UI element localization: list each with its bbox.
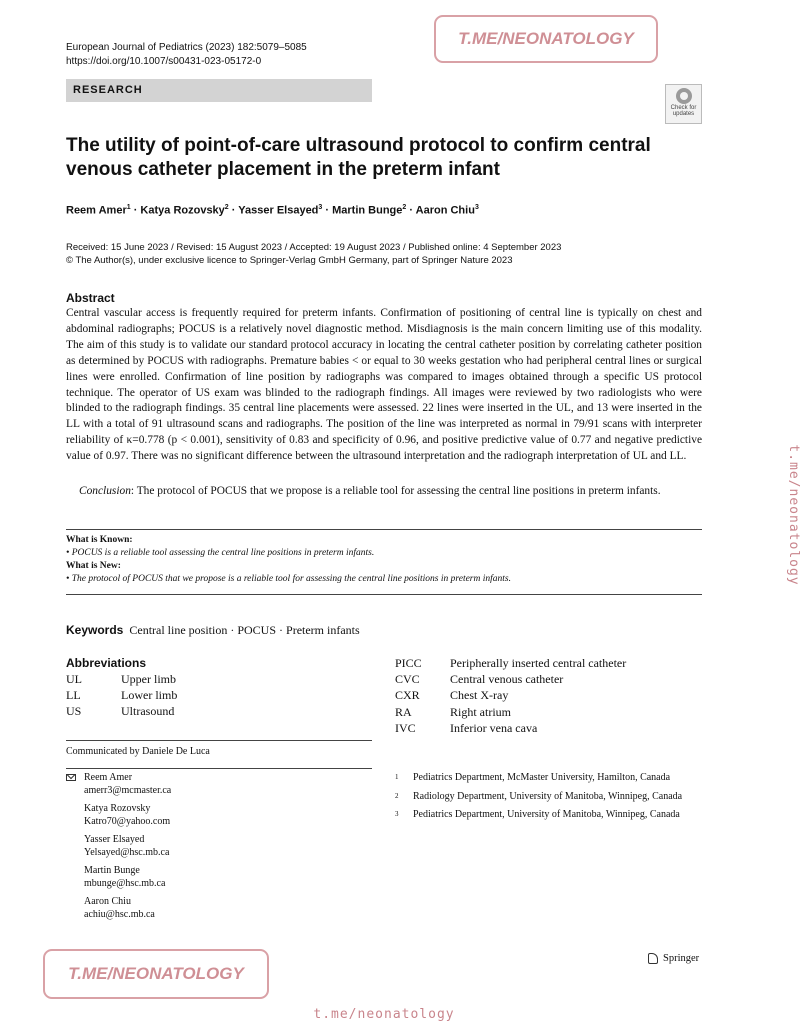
abbreviation-row [395, 655, 626, 671]
affiliation-entry [395, 772, 695, 785]
contact-email[interactable]: mbunge@hsc.mb.ca [84, 877, 166, 889]
author-affiliation-marker: 1 [126, 204, 131, 211]
watermark-bottom-box: T.ME/NEONATOLOGY [43, 949, 269, 999]
abbreviation-row [395, 720, 626, 736]
contact-entry [66, 896, 171, 921]
author-name[interactable]: Reem Amer [66, 204, 127, 217]
abbreviation-meaning: Lower limb [121, 688, 178, 703]
author-list [66, 204, 479, 217]
abbreviation-term: CVC [395, 672, 420, 687]
divider [66, 529, 702, 530]
keywords-label: Keywords [66, 623, 124, 637]
abbreviations-heading: Abbreviations [66, 656, 147, 670]
abbreviation-term: UL [66, 672, 82, 686]
check-updates-line2: updates [672, 111, 695, 117]
contact-entry [66, 772, 171, 797]
author-affiliation-marker: 2 [224, 204, 229, 211]
abbreviation-meaning: Right atrium [450, 704, 511, 719]
footer-watermark[interactable]: t.me/neonatology [313, 1007, 455, 1022]
affiliation-entry [395, 791, 695, 804]
abbreviation-term: US [66, 704, 82, 719]
contact-email[interactable]: achiu@hsc.mb.ca [84, 908, 155, 920]
abbreviation-meaning: Central venous catheter [450, 672, 564, 687]
author-affiliation-marker: 2 [402, 204, 407, 211]
check-updates-line1: Check for [670, 105, 697, 111]
journal-name-line: European Journal of Pediatrics (2023) 182:5079–5085 [66, 42, 307, 53]
affiliation-text: Radiology Department, University of Manitoba, Winnipeg, Canada [413, 790, 683, 802]
affiliation-entry [395, 809, 695, 822]
abbreviation-row [66, 687, 177, 703]
envelope-icon [66, 774, 76, 781]
abbreviation-meaning: Chest X-ray [450, 688, 509, 703]
abbreviation-meaning: Ultrasound [121, 704, 175, 719]
what-is-known-heading: What is Known: [66, 535, 133, 545]
what-is-new-heading: What is New: [66, 561, 121, 571]
springer-horse-icon [648, 953, 658, 964]
journal-citation [66, 41, 307, 69]
abstract-heading: Abstract [66, 291, 115, 305]
contact-entry [66, 834, 171, 859]
contact-email[interactable]: Yelsayed@hsc.mb.ca [84, 846, 170, 858]
abstract-conclusion [66, 484, 702, 500]
abbreviation-row [395, 671, 626, 687]
abbreviation-row [395, 704, 626, 720]
affiliations-list [395, 772, 695, 828]
copyright-line: © The Author(s), under exclusive licence to Springer-Verlag GmbH Germany, part of Springer Nature 2023 [66, 255, 513, 266]
author-separator: · [130, 204, 141, 217]
what-is-new-item: • The protocol of POCUS that we propose is a reliable tool for assessing the central line positions in preterm infants. [66, 574, 511, 584]
contact-email[interactable]: Katro70@yahoo.com [84, 815, 171, 827]
what-is-known-item: • POCUS is a reliable tool assessing the central line positions in preterm infants. [66, 548, 375, 558]
abbreviation-row [66, 703, 177, 719]
watermark-top-box: T.ME/NEONATOLOGY [434, 15, 658, 63]
abbreviation-meaning: Upper limb [121, 672, 176, 686]
conclusion-text: : The protocol of POCUS that we propose is a reliable tool for assessing the central line positions in preterm infants. [130, 485, 661, 497]
contact-name: Yasser Elsayed [84, 834, 145, 845]
contact-name: Martin Bunge [84, 865, 140, 876]
article-title: The utility of point-of-care ultrasound protocol to confirm central venous catheter placement in the preterm infant [66, 135, 651, 180]
contact-entry [66, 803, 171, 828]
contact-email[interactable]: amerr3@mcmaster.ca [84, 784, 172, 796]
abbreviation-term: IVC [395, 720, 416, 735]
affiliation-number: 2 [395, 791, 399, 800]
history-dates: Received: 15 June 2023 / Revised: 15 August 2023 / Accepted: 19 August 2023 / Published online: 4 September 2023 [66, 242, 562, 253]
abbreviations-right-list [395, 655, 626, 736]
author-separator: · [406, 204, 416, 217]
abbreviation-term: RA [395, 704, 412, 719]
known-new-box [66, 534, 702, 586]
abbreviations-left-list [66, 671, 177, 720]
abbreviation-meaning: Peripherally inserted central catheter [450, 656, 627, 670]
contact-name: Reem Amer [84, 772, 133, 783]
conclusion-label: Conclusion [79, 485, 131, 497]
author-affiliation-marker: 3 [474, 204, 479, 211]
author-separator: · [228, 204, 239, 217]
divider [66, 594, 702, 595]
abbreviation-row [66, 671, 177, 687]
contact-name: Katya Rozovsky [84, 803, 151, 814]
publisher-logo [648, 953, 699, 964]
affiliation-text: Pediatrics Department, University of Manitoba, Winnipeg, Canada [413, 809, 680, 820]
abbreviation-term: LL [66, 688, 81, 703]
doi-link[interactable]: https://doi.org/10.1007/s00431-023-05172-0 [66, 56, 262, 67]
abbreviation-row [395, 687, 626, 703]
author-name[interactable]: Martin Bunge [332, 204, 403, 217]
publisher-name: Springer [663, 953, 700, 964]
author-separator: · [322, 204, 333, 217]
communicated-by: Communicated by Daniele De Luca [66, 746, 210, 757]
author-contacts [66, 772, 171, 927]
contact-entry [66, 865, 171, 890]
affiliation-number: 1 [395, 773, 399, 781]
author-affiliation-marker: 3 [318, 204, 323, 211]
divider [66, 740, 372, 741]
abbreviation-term: PICC [395, 656, 422, 670]
author-name[interactable]: Yasser Elsayed [238, 204, 319, 217]
author-name[interactable]: Katya Rozovsky [140, 204, 225, 217]
author-name[interactable]: Aaron Chiu [415, 204, 475, 217]
section-label: RESEARCH [66, 79, 372, 102]
keywords-line [66, 623, 360, 638]
affiliation-number: 3 [395, 810, 399, 818]
check-for-updates-badge[interactable] [665, 84, 702, 124]
contact-name: Aaron Chiu [84, 896, 131, 907]
check-updates-icon [676, 88, 692, 104]
side-watermark: t.me/neonatology [786, 444, 801, 586]
affiliation-text: Pediatrics Department, McMaster University, Hamilton, Canada [413, 772, 671, 783]
abstract-body: Central vascular access is frequently required for preterm infants. Confirmation of positioning of central line is typically on chest and abdominal radiographs; POCUS is a relatively novel diagnostic method. Misdiagnosis is the main concern limiting use of this modality. The aim of this study is to validate our standard protocol accuracy in locating the central catheter position by correlating catheter position as determined by POCUS with radiographs. Premature babies < or equal to 30 weeks gestation who had peripheral central lines or surgical lines were enrolled. Confirmation of line position by radiographs was compared to images obtained through a specific US protocol technique. The operator of US exam was blinded to the radiograph findings. All images were reviewed by two radiologists who were blinded to the radiograph findings. 35 central line placements were assessed. 22 lines were inserted in the UL, and 13 were inserted in the LL with a total of 91 ultrasound scans and radiographs. The position of the line was interpreted as normal in 79/91 scans with interpreter reliability of κ=0.778 (p < 0.001), sensitivity of 0.83 and specificity of 0.96, and positive predictive value of 0.77 and negative predictive value of 0.97. There was no significant difference between the ultrasound interpretation and the radiograph interpretation of UL and LL. [66, 307, 702, 463]
divider [66, 768, 372, 769]
keywords-text: Central line position · POCUS · Preterm infants [129, 623, 360, 637]
abbreviation-term: CXR [395, 688, 420, 703]
abbreviation-meaning: Inferior vena cava [450, 720, 538, 735]
article-dates [66, 241, 561, 267]
